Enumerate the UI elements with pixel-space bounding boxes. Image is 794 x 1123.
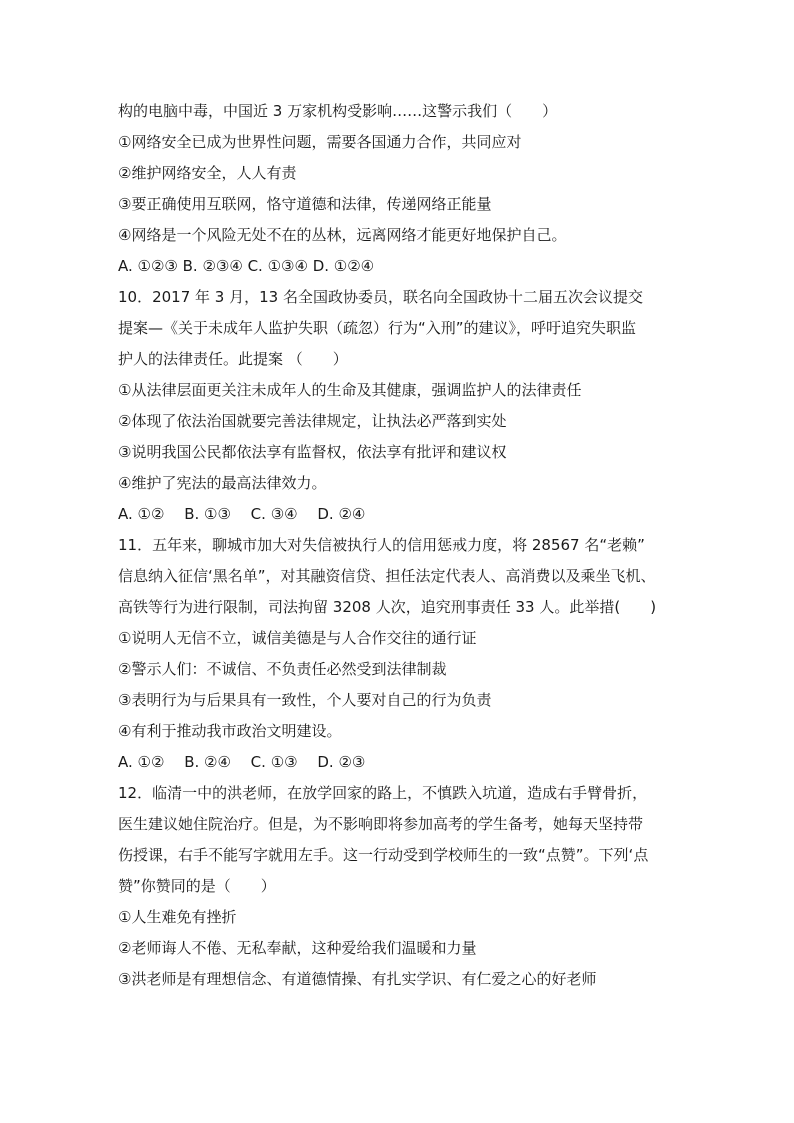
option-line: ②老师诲人不倦、无私奉献，这种爱给我们温暖和力量 [118, 939, 477, 957]
option-line: ④网络是一个风险无处不在的丛林，远离网络才能更好地保护自己。 [118, 226, 567, 244]
question-10-stem: 10．2017 年 3 月，13 名全国政协委员，联名向全国政协十二届五次会议提交 [118, 288, 643, 306]
text-line: 构的电脑中毒，中国近 3 万家机构受影响……这警示我们（ ） [118, 102, 558, 120]
option-line: ①人生难免有挫折 [118, 908, 237, 926]
answer-choices: A. ①②③ B. ②③④ C. ①③④ D. ①②④ [118, 257, 375, 275]
question-12-stem: 12．临清一中的洪老师，在放学回家的路上，不慎跌入坑道，造成右手臂骨折， [118, 784, 648, 802]
question-12-stem: 医生建议她住院治疗。但是，为不影响即将参加高考的学生备考，她每天坚持带 [118, 815, 644, 833]
question-11-stem: 高铁等行为进行限制，司法拘留 3208 人次，追究刑事责任 33 人。此举措( ) [118, 598, 657, 616]
option-line: ①从法律层面更关注未成年人的生命及其健康，强调监护人的法律责任 [118, 381, 582, 399]
option-line: ②警示人们：不诚信、不负责任必然受到法律制裁 [118, 660, 447, 678]
document-page [118, 96, 678, 995]
option-line: ③洪老师是有理想信念、有道德情操、有扎实学识、有仁爱之心的好老师 [118, 970, 597, 988]
option-line: ③表明行为与后果具有一致性，个人要对自己的行为负责 [118, 691, 492, 709]
question-12-stem: 赞”你赞同的是（ ） [118, 877, 276, 895]
option-line: ②维护网络安全，人人有责 [118, 164, 297, 182]
option-line: ①网络安全已成为世界性问题，需要各国通力合作，共同应对 [118, 133, 522, 151]
question-10-stem: 护人的法律责任。此提案 （ ） [118, 350, 348, 368]
answer-choices: A. ①② B. ①③ C. ③④ D. ②④ [118, 505, 366, 523]
question-12-stem: 伤授课，右手不能写字就用左手。这一行动受到学校师生的一致“点赞”。下列‘点 [118, 846, 649, 864]
question-10-stem: 提案—《关于未成年人监护失职（疏忽）行为“入刑”的建议》，呼吁追究失职监 [118, 319, 637, 337]
option-line: ④有利于推动我市政治文明建设。 [118, 722, 342, 740]
option-line: ①说明人无信不立，诚信美德是与人合作交往的通行证 [118, 629, 477, 647]
option-line: ②体现了依法治国就要完善法律规定，让执法必严落到实处 [118, 412, 507, 430]
question-11-stem: 信息纳入征信‘黑名单”，对其融资信贷、担任法定代表人、高消费以及乘坐飞机、 [118, 567, 656, 585]
question-11-stem: 11．五年来，聊城市加大对失信被执行人的信用惩戒力度，将 28567 名“老赖” [118, 536, 645, 554]
option-line: ④维护了宪法的最高法律效力。 [118, 474, 327, 492]
answer-choices: A. ①② B. ②④ C. ①③ D. ②③ [118, 753, 366, 771]
option-line: ③要正确使用互联网，恪守道德和法律，传递网络正能量 [118, 195, 492, 213]
option-line: ③说明我国公民都依法享有监督权，依法享有批评和建议权 [118, 443, 507, 461]
